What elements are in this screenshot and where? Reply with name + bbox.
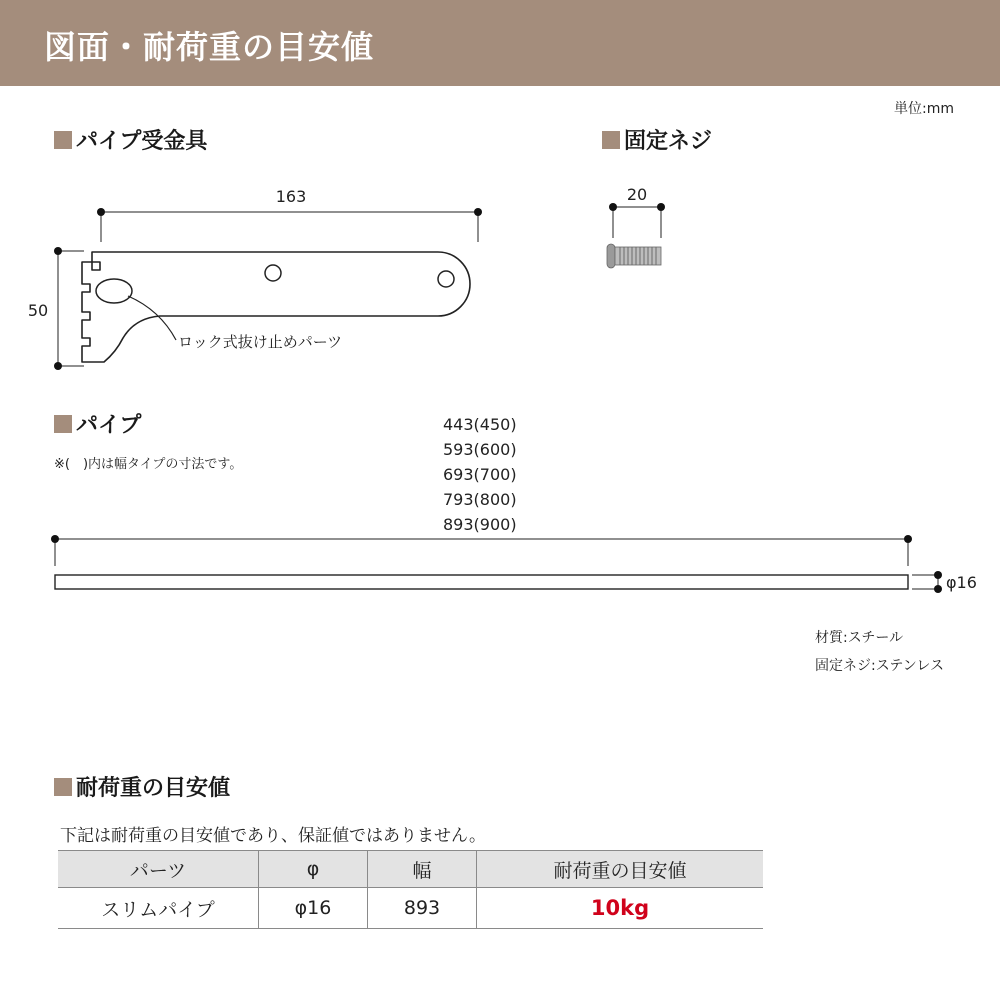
load-table-header-row	[58, 851, 763, 888]
unit-note: 単位:mm	[894, 101, 954, 117]
bracket-width-label: 163	[275, 187, 307, 206]
bracket-height-dimension	[28, 247, 84, 370]
pipe-length-item: 793(800)	[443, 490, 517, 509]
header-phi: φ	[259, 851, 368, 888]
pipe-length-dimension	[51, 535, 912, 566]
pipe-length-item: 893(900)	[443, 515, 517, 534]
bracket-height-label: 50	[27, 301, 49, 320]
lock-part-label: ロック式抜け止めパーツ	[178, 333, 343, 351]
table-row	[58, 888, 763, 929]
page-title: 図面・耐荷重の目安値	[44, 28, 375, 66]
material-info	[815, 624, 944, 680]
section-heading-bracket: パイプ受金具	[54, 124, 207, 155]
bracket-hole	[438, 271, 454, 287]
pipe-body	[55, 575, 908, 589]
pipe-note: ※( )内は幅タイプの寸法です。	[54, 457, 243, 472]
screw-drawing	[607, 185, 665, 268]
cell-load: 10kg	[477, 888, 764, 929]
bracket-width-dimension	[97, 187, 482, 242]
lock-part	[96, 279, 132, 303]
material-steel: 材質:スチール	[815, 630, 904, 646]
cell-phi: φ16	[259, 888, 368, 929]
pipe-length-item: 693(700)	[443, 465, 517, 484]
pipe-length-list	[443, 412, 517, 537]
pipe-length-item: 443(450)	[443, 415, 517, 434]
load-table	[58, 850, 763, 929]
header-width: 幅	[368, 851, 477, 888]
header-load: 耐荷重の目安値	[477, 851, 764, 888]
load-disclaimer: 下記は耐荷重の目安値であり、保証値ではありません。	[60, 826, 487, 846]
pipe-length-item: 593(600)	[443, 440, 517, 459]
cell-width: 893	[368, 888, 477, 929]
section-heading-screw: 固定ネジ	[602, 124, 712, 155]
section-heading-load: 耐荷重の目安値	[54, 771, 230, 802]
cell-part: スリムパイプ	[58, 888, 259, 929]
header-parts: パーツ	[58, 851, 259, 888]
material-screw: 固定ネジ:ステンレス	[815, 658, 944, 674]
section-heading-pipe: パイプ	[54, 408, 141, 439]
screw-length-label: 20	[626, 185, 648, 204]
pipe-diameter-label: φ16	[946, 573, 977, 592]
pipe-diameter-dimension	[912, 571, 977, 593]
bracket-hole	[265, 265, 281, 281]
